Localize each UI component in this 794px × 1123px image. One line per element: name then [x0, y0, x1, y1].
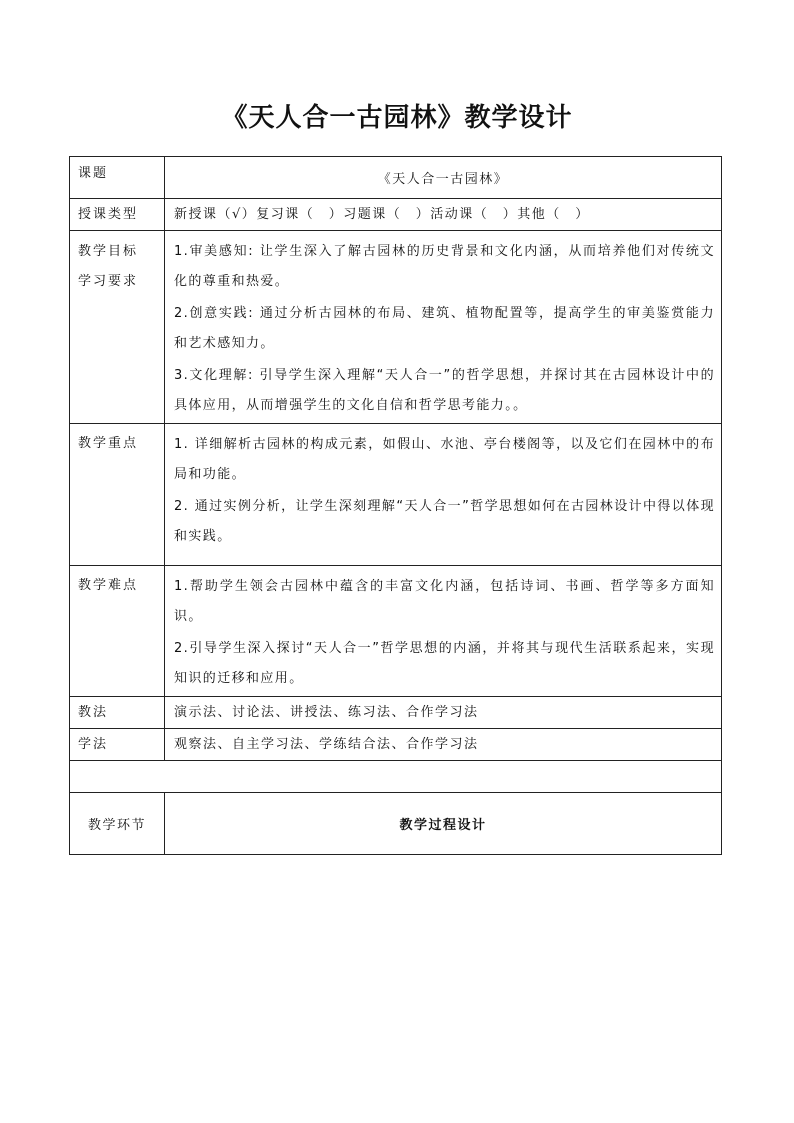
- key-point-item: 2. 通过实例分析，让学生深刻理解“天人合一”哲学思想如何在古园林设计中得以体现和实践。: [174, 499, 716, 544]
- lesson-type-label: 授课类型: [70, 199, 165, 231]
- table-row-blank: [70, 761, 722, 793]
- blank-cell: [70, 761, 722, 793]
- table-row-difficulties: [70, 566, 722, 697]
- topic-value: 《天人合一古园林》: [165, 157, 722, 199]
- teaching-methods-label: 教法: [70, 697, 165, 729]
- learning-methods-value: 观察法、自主学习法、学练结合法、合作学习法: [165, 729, 722, 761]
- process-label: 教学环节: [70, 793, 165, 855]
- difficulties-label: 教学难点: [70, 566, 165, 697]
- objective-item: 3.文化理解: 引导学生深入理解“天人合一”的哲学思想，并探讨其在古园林设计中的具体应用，从而增强学生的文化自信和哲学思考能力。。: [174, 368, 715, 413]
- difficulty-item: 1.帮助学生领会古园林中蕴含的丰富文化内涵，包括诗词、书画、哲学等多方面知识。: [174, 579, 715, 624]
- objective-item: 1.审美感知: 让学生深入了解古园林的历史背景和文化内涵，从而培养他们对传统文化的尊重和热爱。: [174, 244, 715, 289]
- document-title: 《天人合一古园林》教学设计: [221, 103, 573, 133]
- table-row-key-points: [70, 424, 722, 566]
- table-row-process: [70, 793, 722, 855]
- key-points-label: 教学重点: [70, 424, 165, 566]
- table-row-topic: [70, 157, 722, 199]
- teaching-methods-value: 演示法、讨论法、讲授法、练习法、合作学习法: [165, 697, 722, 729]
- difficulties-content: [165, 566, 722, 697]
- key-point-item: 1. 详细解析古园林的构成元素，如假山、水池、亭台楼阁等，以及它们在园林中的布局和功能。: [174, 437, 715, 482]
- topic-label: 课题: [70, 157, 165, 199]
- objectives-label-line1: 教学目标: [78, 244, 139, 259]
- table-row-objectives: [70, 231, 722, 424]
- difficulty-item: 2.引导学生深入探讨“天人合一”哲学思想的内涵，并将其与现代生活联系起来，实现知识的迁移和应用。: [174, 641, 715, 686]
- objectives-content: [165, 231, 722, 424]
- lesson-plan-table: [69, 156, 722, 855]
- key-points-content: [165, 424, 722, 566]
- table-row-learning-methods: [70, 729, 722, 761]
- table-row-lesson-type: [70, 199, 722, 231]
- process-value: 教学过程设计: [165, 793, 722, 855]
- lesson-type-value: 新授课（√）复习课（ ）习题课（ ）活动课（ ）其他（ ）: [165, 199, 722, 231]
- objectives-label: [70, 231, 165, 424]
- objectives-label-line2: 学习要求: [78, 274, 139, 289]
- learning-methods-label: 学法: [70, 729, 165, 761]
- objective-item: 2.创意实践: 通过分析古园林的布局、建筑、植物配置等，提高学生的审美鉴赏能力和艺术感知力。: [174, 306, 715, 351]
- table-row-teaching-methods: [70, 697, 722, 729]
